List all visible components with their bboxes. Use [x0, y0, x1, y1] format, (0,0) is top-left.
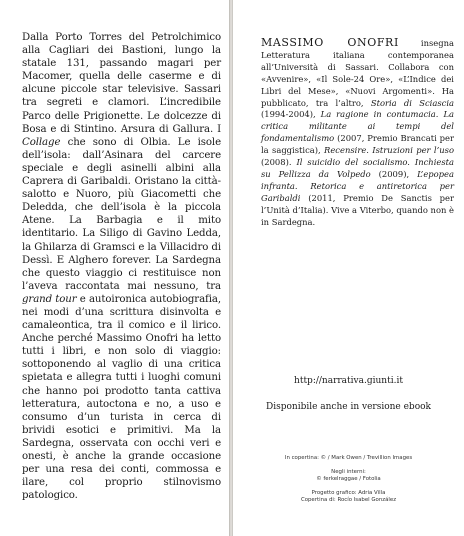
- blurb-segment: che sono di Olbia. Le isole dell’isola: dall’Asinara del carcere speciale e degli asinelli albini alla Caprera di Garibaldi. Oristano la città-salotto e Nuoro, più Giacometti che Deledda, che dell’isola è la piccola Atene. La Barbagia e il mito identitario. La Siligo di Gavino Ledda, la Ghilarza di Gramsci e la Villacidro di Dessì. E Alghero forever. La Sardegna che questo viaggio ci restituisce non l’aveva raccontata mai nessuno, tra: [22, 136, 221, 292]
- bio-segment: (2007, Premio Brancati per la saggistica),: [261, 133, 454, 156]
- bio-segment: L’epopea infranta. Retorica e antiretorica per Garibaldi: [261, 168, 454, 203]
- blurb-segment: Collage: [22, 136, 61, 148]
- bio-segment: insegna Letteratura italiana contemporanea all’Università di Sassari. Collabora con «Avvenire», «Il Sole-24 Ore», «L’Indice dei Libri del Mese», «Nuovi Argomenti». Ha pubblicato, tra l’altro,: [261, 38, 454, 108]
- blurb-segment: Dalla Porto Torres del Petrolchimico alla Cagliari dei Bastioni, lungo la statale 131, passando magari per Macomer, quella delle caserme e di alcune piccole star televisive. Sassari tra segreti e clamori. L’incredibile Parco delle Prigionette. Le dolcezze di Bosa e di Stintino. Arsura di Gallura. I: [22, 32, 221, 135]
- bio-segment: Storia di Sciascia: [370, 97, 454, 108]
- bio-segment: Recensire. Istruzioni per l’uso: [324, 145, 454, 156]
- bio-segment: (2009),: [370, 168, 418, 179]
- bio-segment: Il suicidio del socialismo. Inchiesta su Pellizza da Volpedo: [261, 157, 454, 179]
- image-credits: [233, 455, 464, 504]
- bio-segment: (2011, Premio De Sanctis per l’Unità d’Italia). Vive a Viterbo, quando non è in Sardegna.: [261, 192, 454, 227]
- right-flap: [233, 0, 464, 536]
- blurb-segment: e autoironica autobiografia, nei modi d’una scrittura disinvolta e camaleontica, tra il comico e il lirico. Anche perché Massimo Onofri ha letto tutti i libri, e non solo di viaggio: sottoponendo al vaglio di una critica spietata e allegra tutti i luoghi comuni che hanno poi prodotto tanta cattiva letteratura, autoctona e no, a uso e consumo d’un turista in cerca di brividi esotici e primitivi. Ma la Sardegna, osservata con occhi veri e onesti, è anche la grande occasione per una resa dei conti, commossa e ilare, col proprio stilnovismo patologico.: [22, 293, 221, 502]
- cover-credit: In copertina: © / Mark Owen / Trevillion Images: [284, 455, 413, 461]
- left-flap: [0, 0, 229, 536]
- bio-segment: La ragione in contumacia. La critica militante ai tempi del fondamentalismo: [261, 109, 454, 144]
- author-bio: [261, 37, 454, 229]
- design-credit: Progetto grafico: Adria Villa: [311, 490, 386, 496]
- bio-segment: (2008).: [261, 157, 297, 168]
- author-name: MASSIMO ONOFRI: [261, 36, 399, 49]
- flap-blurb: [22, 31, 221, 502]
- blurb-segment: grand tour: [22, 293, 77, 305]
- ebook-note: Disponibile anche in versione ebook: [266, 402, 431, 412]
- interior-credit-label: Negli interni:: [331, 469, 366, 475]
- publisher-url: http://narrativa.giunti.it: [294, 376, 403, 386]
- cover-design-credit: Copertina di: Rocío Isabel González: [300, 497, 397, 503]
- interior-credit: © ferkelraggae / Fotolia: [316, 476, 381, 482]
- bio-segment: (1994-2004),: [261, 109, 321, 120]
